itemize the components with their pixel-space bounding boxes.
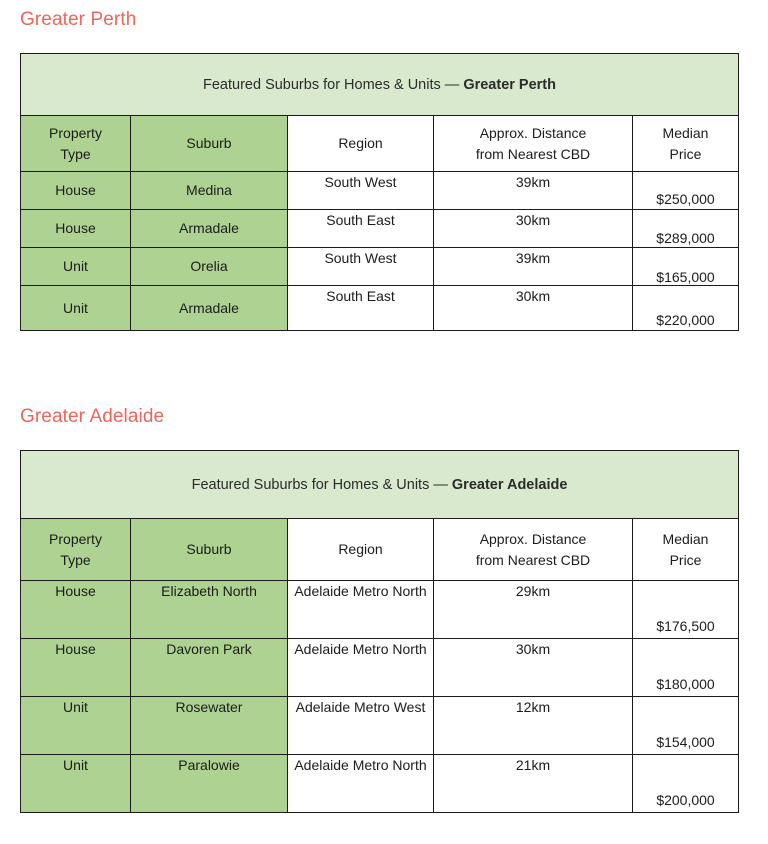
- table-banner-cell: [21, 54, 739, 116]
- column-header-distance: [434, 116, 633, 172]
- median-price-value: $289,000: [656, 230, 715, 246]
- cell-median-price: [633, 172, 739, 210]
- column-header-property-type: [21, 519, 131, 581]
- table-row: [21, 755, 739, 813]
- cell-property-type: Unit: [21, 697, 131, 755]
- column-header-property-type-line1: Property: [49, 531, 102, 548]
- banner-region-text: Greater Perth: [463, 76, 556, 93]
- column-header-property-type-line2: Type: [60, 551, 91, 568]
- column-header-property-type-line1: Property: [49, 125, 102, 142]
- cell-suburb: Elizabeth North: [131, 581, 288, 639]
- table-banner-row: [21, 451, 739, 519]
- cell-property-type: Unit: [21, 286, 131, 331]
- cell-region: Adelaide Metro North: [288, 581, 434, 639]
- cell-distance: 39km: [434, 248, 633, 286]
- column-header-region: Region: [288, 116, 434, 172]
- column-header-median-price-line2: Price: [669, 551, 702, 568]
- column-header-median-price-line2: Price: [669, 145, 702, 162]
- median-price-value: $180,000: [656, 676, 715, 692]
- median-price-value: $176,500: [656, 618, 715, 634]
- table-row: [21, 210, 739, 248]
- column-header-distance: [434, 519, 633, 581]
- banner-prefix-text: Featured Suburbs for Homes & Units —: [203, 76, 464, 93]
- cell-median-price: [633, 639, 739, 697]
- cell-distance: 39km: [434, 172, 633, 210]
- cell-suburb: Medina: [131, 172, 288, 210]
- table-row: [21, 248, 739, 286]
- median-price-value: $220,000: [656, 312, 715, 328]
- column-header-property-type: [21, 116, 131, 172]
- cell-distance: 29km: [434, 581, 633, 639]
- column-header-median-price-line1: Median: [662, 125, 709, 142]
- column-header-median-price-line1: Median: [662, 531, 709, 548]
- table-row: [21, 581, 739, 639]
- table-row: [21, 697, 739, 755]
- cell-property-type: House: [21, 639, 131, 697]
- cell-region: Adelaide Metro West: [288, 697, 434, 755]
- cell-distance: 30km: [434, 639, 633, 697]
- table-row: [21, 172, 739, 210]
- column-header-property-type-line2: Type: [60, 145, 91, 162]
- cell-region: Adelaide Metro North: [288, 755, 434, 813]
- cell-suburb: Armadale: [131, 286, 288, 331]
- cell-distance: 12km: [434, 697, 633, 755]
- column-header-distance-line2: from Nearest CBD: [475, 551, 591, 568]
- column-header-distance-line1: Approx. Distance: [479, 531, 587, 548]
- median-price-value: $165,000: [656, 269, 715, 285]
- column-header-median-price: [633, 116, 739, 172]
- featured-suburbs-table-greater-perth: [20, 53, 739, 331]
- cell-property-type: House: [21, 581, 131, 639]
- cell-median-price: [633, 697, 739, 755]
- column-header-suburb: Suburb: [131, 116, 288, 172]
- cell-property-type: Unit: [21, 755, 131, 813]
- section-heading-greater-perth: Greater Perth: [20, 9, 137, 30]
- section-heading-greater-adelaide: Greater Adelaide: [20, 406, 165, 427]
- featured-suburbs-table-greater-adelaide: [20, 450, 739, 813]
- column-header-region: Region: [288, 519, 434, 581]
- median-price-value: $250,000: [656, 191, 715, 207]
- table-banner-row: [21, 54, 739, 116]
- cell-median-price: [633, 755, 739, 813]
- column-header-suburb: Suburb: [131, 519, 288, 581]
- cell-distance: 30km: [434, 210, 633, 248]
- table-header-row: [21, 519, 739, 581]
- banner-prefix-text: Featured Suburbs for Homes & Units —: [191, 476, 452, 493]
- cell-region: South West: [288, 172, 434, 210]
- cell-distance: 21km: [434, 755, 633, 813]
- cell-median-price: [633, 581, 739, 639]
- table-banner-cell: [21, 451, 739, 519]
- table-row: [21, 639, 739, 697]
- table-row: [21, 286, 739, 331]
- cell-property-type: House: [21, 210, 131, 248]
- cell-median-price: [633, 286, 739, 331]
- banner-region-text: Greater Adelaide: [451, 476, 568, 493]
- cell-property-type: Unit: [21, 248, 131, 286]
- column-header-median-price: [633, 519, 739, 581]
- median-price-value: $154,000: [656, 734, 715, 750]
- cell-median-price: [633, 248, 739, 286]
- cell-region: South East: [288, 286, 434, 331]
- cell-suburb: Armadale: [131, 210, 288, 248]
- cell-median-price: [633, 210, 739, 248]
- cell-suburb: Rosewater: [131, 697, 288, 755]
- cell-region: South East: [288, 210, 434, 248]
- cell-suburb: Orelia: [131, 248, 288, 286]
- cell-suburb: Davoren Park: [131, 639, 288, 697]
- cell-distance: 30km: [434, 286, 633, 331]
- cell-region: Adelaide Metro North: [288, 639, 434, 697]
- cell-property-type: House: [21, 172, 131, 210]
- column-header-distance-line2: from Nearest CBD: [475, 145, 591, 162]
- table-header-row: [21, 116, 739, 172]
- cell-region: South West: [288, 248, 434, 286]
- cell-suburb: Paralowie: [131, 755, 288, 813]
- column-header-distance-line1: Approx. Distance: [479, 125, 587, 142]
- median-price-value: $200,000: [656, 792, 715, 808]
